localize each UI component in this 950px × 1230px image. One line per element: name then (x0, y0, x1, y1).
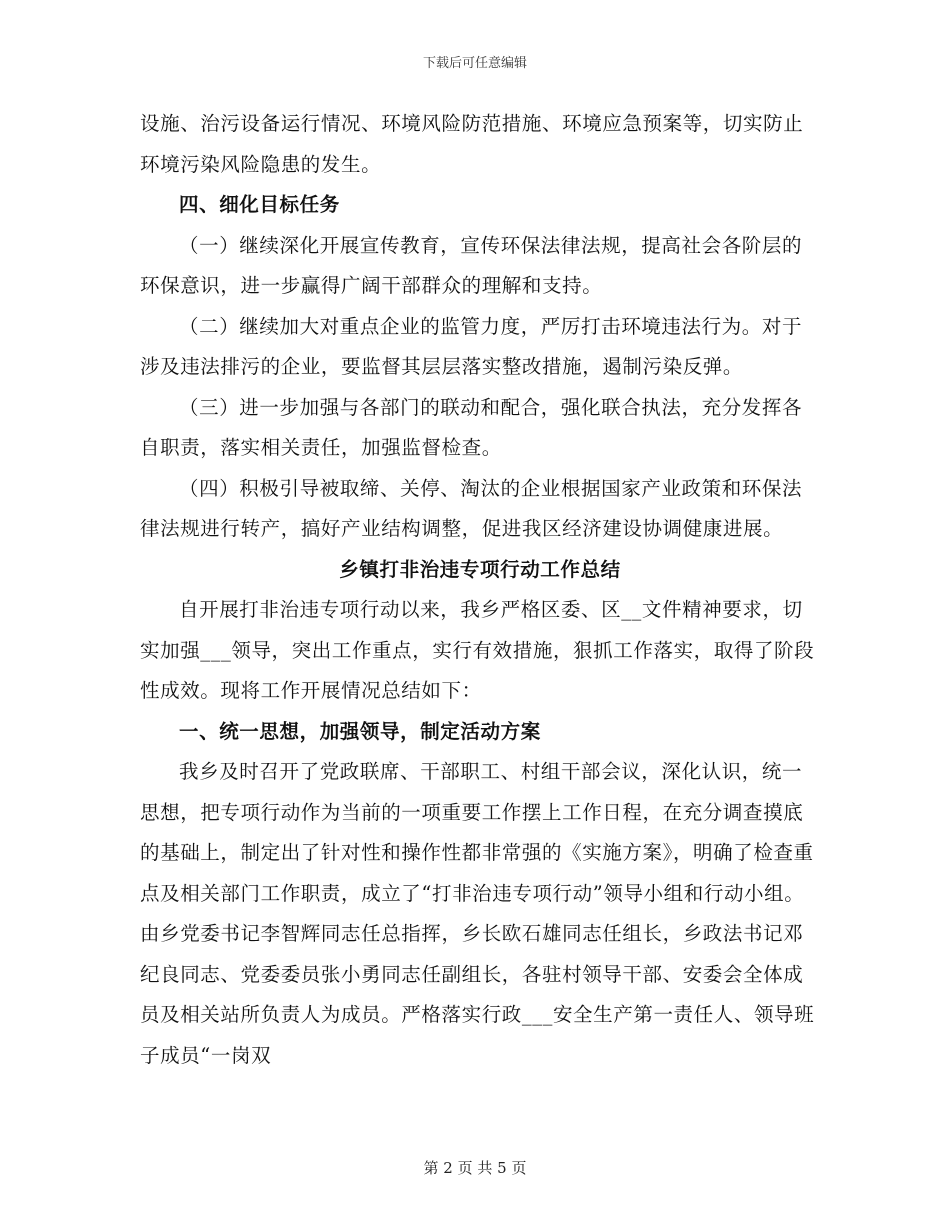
section-heading-1: 一、统一思想，加强领导，制定活动方案 (179, 719, 541, 743)
paragraph-task-4: （四）积极引导被取缔、关停、淘汰的企业根据国家产业政策和环保法律法规进行转产，搞好产业结构调整，促进我区经济建设协调健康进展。 (140, 476, 803, 540)
paragraph-task-1: （一）继续深化开展宣传教育，宣传环保法律法规，提高社会各阶层的环保意识，进一步赢得广阔干部群众的理解和支持。 (140, 233, 803, 297)
paragraph-meeting: 我乡及时召开了党政联席、干部职工、村组干部会议，深化认识，统一思想，把专项行动作为当前的一项重要工作摆上工作日程，在充分调查摸底的基础上，制定出了针对性和操作性都非常强的《实施方案》，明确了检查重点及相关部门工作职责，成立了“打非治违专项行动”领导小组和行动小组。由乡党委书记李智辉同志任总指挥，乡长欧石雄同志任组长，乡政法书记邓纪良同志、党委委员张小勇同志任副组长，各驻村领导干部、安委会全体成员及相关站所负责人为成员。严格落实行政___安全生产第一责任人、领导班子成员“一岗双 (140, 760, 815, 1067)
page-number: 第 2 页 共 5 页 (423, 1159, 527, 1177)
paragraph-facilities: 设施、治污设备运行情况、环境风险防范措施、环境应急预案等，切实防止环境污染风险隐患的发生。 (140, 112, 804, 176)
paragraph-intro: 自开展打非治违专项行动以来，我乡严格区委、区__文件精神要求，切实加强___领导，突出工作重点，实行有效措施，狠抓工作落实，取得了阶段性成效。现将工作开展情况总结如下： (140, 598, 815, 702)
section-heading-4: 四、细化目标任务 (179, 193, 340, 216)
paragraph-task-3: （三）进一步加强与各部门的联动和配合，强化联合执法，充分发挥各自职责，落实相关责任，加强监督检查。 (140, 395, 803, 459)
page-header: 下载后可任意编辑 (422, 56, 527, 71)
document-title: 乡镇打非治违专项行动工作总结 (339, 557, 621, 581)
paragraph-task-2: （二）继续加大对重点企业的监管力度，严厉打击环境违法行为。对于涉及违法排污的企业，要监督其层层落实整改措施，遏制污染反弹。 (140, 314, 803, 378)
document-body (140, 104, 820, 1076)
